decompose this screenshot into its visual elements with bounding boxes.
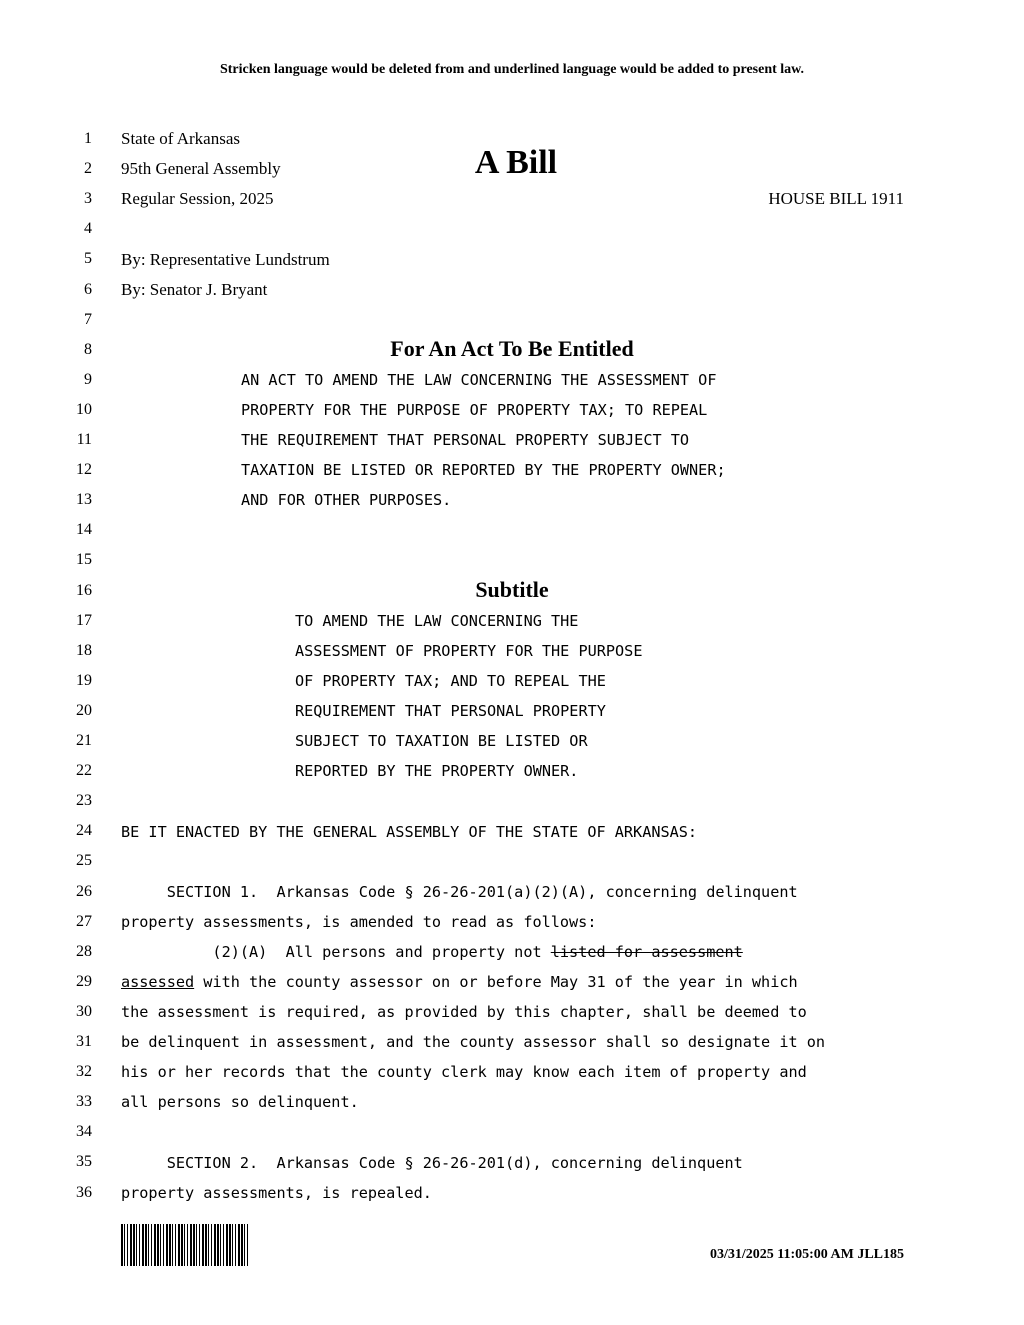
line-number: 9 — [84, 370, 92, 388]
enacting-clause: BE IT ENACTED BY THE GENERAL ASSEMBLY OF THE STATE OF ARKANSAS: — [121, 823, 698, 841]
line-number: 8 — [84, 340, 92, 358]
line-number: 2 — [84, 160, 92, 178]
line-number: 28 — [76, 942, 92, 960]
title-heading: For An Act To Be Entitled — [390, 336, 634, 361]
line-number: 29 — [76, 972, 92, 990]
line-number: 12 — [76, 461, 92, 479]
line-number: 11 — [76, 431, 92, 448]
line-number: 34 — [76, 1123, 92, 1141]
line-number: 6 — [84, 280, 92, 298]
line-number: 35 — [76, 1153, 92, 1171]
document-type-title: A Bill — [474, 144, 558, 181]
subtitle-line: REPORTED BY THE PROPERTY OWNER. — [295, 762, 579, 780]
line-number: 4 — [84, 220, 92, 238]
line-number: 14 — [76, 521, 92, 539]
session: Regular Session, 2025 — [121, 189, 274, 208]
section-1-line: the assessment is required, as provided by this chapter, shall be deemed to — [121, 1003, 807, 1021]
title-line: PROPERTY FOR THE PURPOSE OF PROPERTY TAX; TO REPEAL — [241, 401, 708, 419]
line-number: 22 — [76, 762, 92, 780]
amendment-notice: Stricken language would be deleted from and underlined language would be added to present law. — [219, 62, 805, 77]
section-1-text: (2)(A) All persons and property not — [121, 943, 551, 961]
section-1-line: be delinquent in assessment, and the county assessor shall so designate it on — [121, 1033, 826, 1051]
line-number: 1 — [84, 130, 92, 147]
title-line: THE REQUIREMENT THAT PERSONAL PROPERTY SUBJECT TO — [241, 431, 690, 449]
line-number: 13 — [76, 491, 92, 509]
sponsor-representative: By: Representative Lundstrum — [121, 250, 330, 269]
line-number: 17 — [76, 611, 92, 629]
line-number: 5 — [84, 250, 92, 268]
subtitle-line: REQUIREMENT THAT PERSONAL PROPERTY — [295, 702, 606, 720]
subtitle-line: OF PROPERTY TAX; AND TO REPEAL THE — [295, 672, 606, 690]
line-number: 3 — [84, 190, 92, 208]
line-number: 18 — [76, 641, 92, 659]
line-number: 27 — [76, 912, 92, 930]
line-number: 36 — [76, 1183, 92, 1201]
line-number: 25 — [76, 852, 92, 870]
section-1-line: all persons so delinquent. — [121, 1093, 359, 1111]
section-1-text: with the county assessor on or before May 31 of the year in which — [194, 973, 798, 991]
section-1-line: property assessments, is amended to read as follows: — [121, 913, 597, 931]
line-number: 20 — [76, 701, 92, 719]
barcode — [121, 1224, 249, 1266]
line-number: 30 — [76, 1002, 92, 1020]
title-line: AND FOR OTHER PURPOSES. — [241, 491, 452, 509]
general-assembly: 95th General Assembly — [121, 159, 281, 178]
section-2-line: SECTION 2. Arkansas Code § 26-26-201(d), concerning delinquent — [121, 1154, 743, 1172]
bill-number: HOUSE BILL 1911 — [768, 189, 904, 208]
title-line: AN ACT TO AMEND THE LAW CONCERNING THE ASSESSMENT OF — [241, 371, 717, 389]
line-number: 33 — [76, 1093, 92, 1111]
line-number: 16 — [76, 581, 92, 599]
subtitle-line: SUBJECT TO TAXATION BE LISTED OR — [295, 732, 588, 750]
sponsor-senator: By: Senator J. Bryant — [121, 280, 268, 299]
section-2-line: property assessments, is repealed. — [121, 1184, 432, 1202]
section-1-line — [121, 942, 743, 962]
state-name: State of Arkansas — [121, 129, 240, 148]
line-number: 19 — [76, 671, 92, 689]
section-1-line — [121, 972, 798, 992]
inserted-text: assessed — [121, 973, 195, 991]
subtitle-line: TO AMEND THE LAW CONCERNING THE — [295, 612, 579, 630]
stricken-text: listed for assessment — [550, 943, 743, 961]
line-number: 23 — [76, 792, 92, 810]
line-number: 15 — [76, 551, 92, 569]
line-number: 10 — [76, 400, 92, 418]
line-number: 26 — [76, 882, 92, 900]
line-number: 24 — [76, 822, 92, 840]
line-number: 32 — [76, 1063, 92, 1081]
line-number: 31 — [76, 1033, 92, 1050]
subtitle-heading: Subtitle — [475, 577, 549, 602]
line-number: 7 — [84, 310, 92, 328]
section-1-line: SECTION 1. Arkansas Code § 26-26-201(a)(2)(A), concerning delinquent — [121, 883, 798, 901]
line-number: 21 — [76, 732, 92, 749]
section-1-line: his or her records that the county clerk may know each item of property and — [121, 1063, 807, 1081]
subtitle-line: ASSESSMENT OF PROPERTY FOR THE PURPOSE — [295, 642, 643, 660]
title-line: TAXATION BE LISTED OR REPORTED BY THE PROPERTY OWNER; — [241, 461, 726, 479]
document-timestamp: 03/31/2025 11:05:00 AM JLL185 — [709, 1247, 904, 1262]
